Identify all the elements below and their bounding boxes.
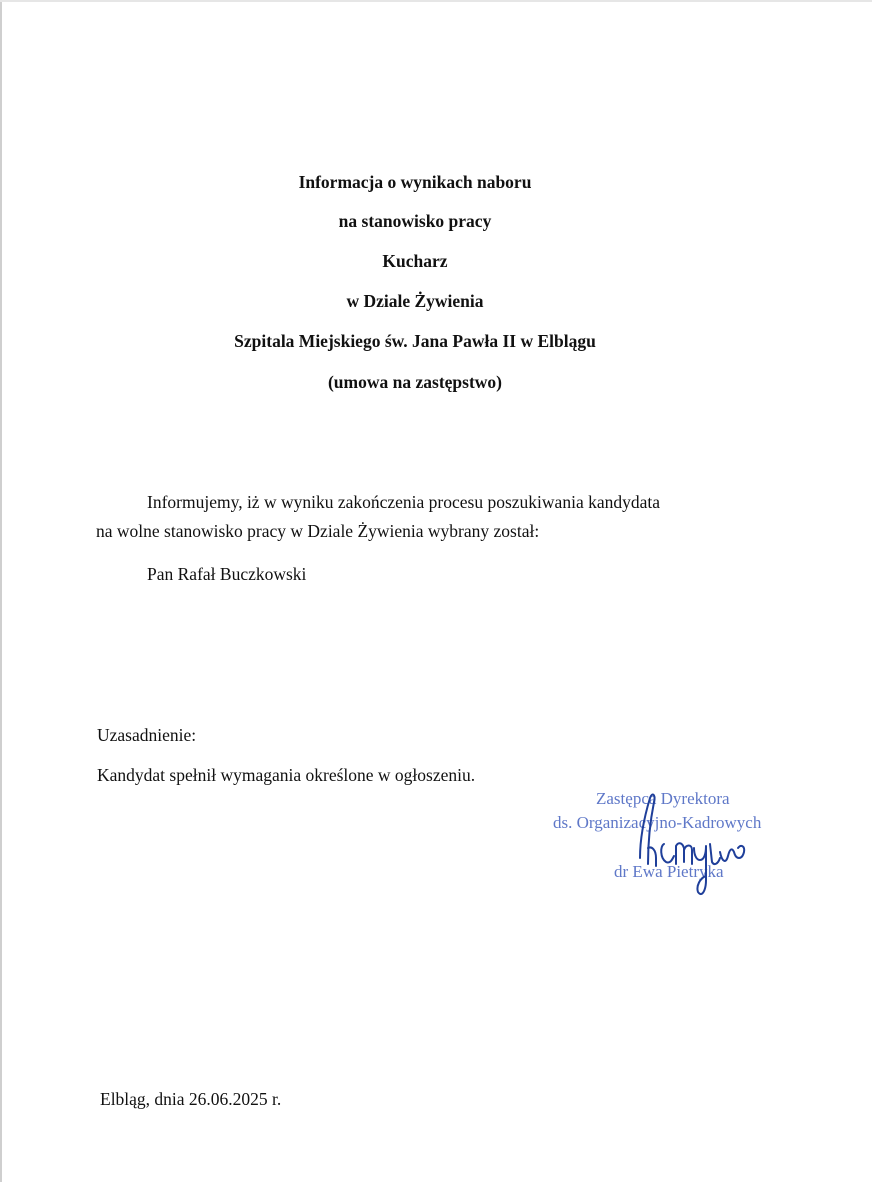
stamp-line-2: ds. Organizacyjno-Kadrowych (553, 813, 762, 832)
stamp-line-1: Zastępca Dyrektora (596, 789, 730, 808)
scan-edge-top (0, 0, 872, 2)
title-line-6: (umowa na zastępstwo) (327, 372, 503, 392)
title-line-1: Informacja o wynikach naboru (298, 172, 532, 192)
stamp-line-3: dr Ewa Pietryka (614, 862, 724, 881)
justification-label: Uzasadnienie: (97, 725, 197, 745)
paragraph-line-2: na wolne stanowisko pracy w Dziale Żywienia wybrany został: (96, 521, 540, 541)
title-line-5: Szpitala Miejskiego św. Jana Pawła II w Elblągu (234, 331, 596, 351)
title-line-3: Kucharz (382, 251, 448, 271)
handwritten-signature (610, 788, 760, 908)
candidate-name: Pan Rafał Buczkowski (147, 564, 307, 584)
title-line-4: w Dziale Żywienia (346, 291, 484, 311)
justification-text: Kandydat spełnił wymagania określone w ogłoszeniu. (97, 765, 476, 785)
paragraph-line-1: Informujemy, iż w wyniku zakończenia procesu poszukiwania kandydata (147, 492, 660, 512)
title-line-2: na stanowisko pracy (338, 211, 492, 231)
place-and-date: Elbląg, dnia 26.06.2025 r. (100, 1089, 282, 1109)
